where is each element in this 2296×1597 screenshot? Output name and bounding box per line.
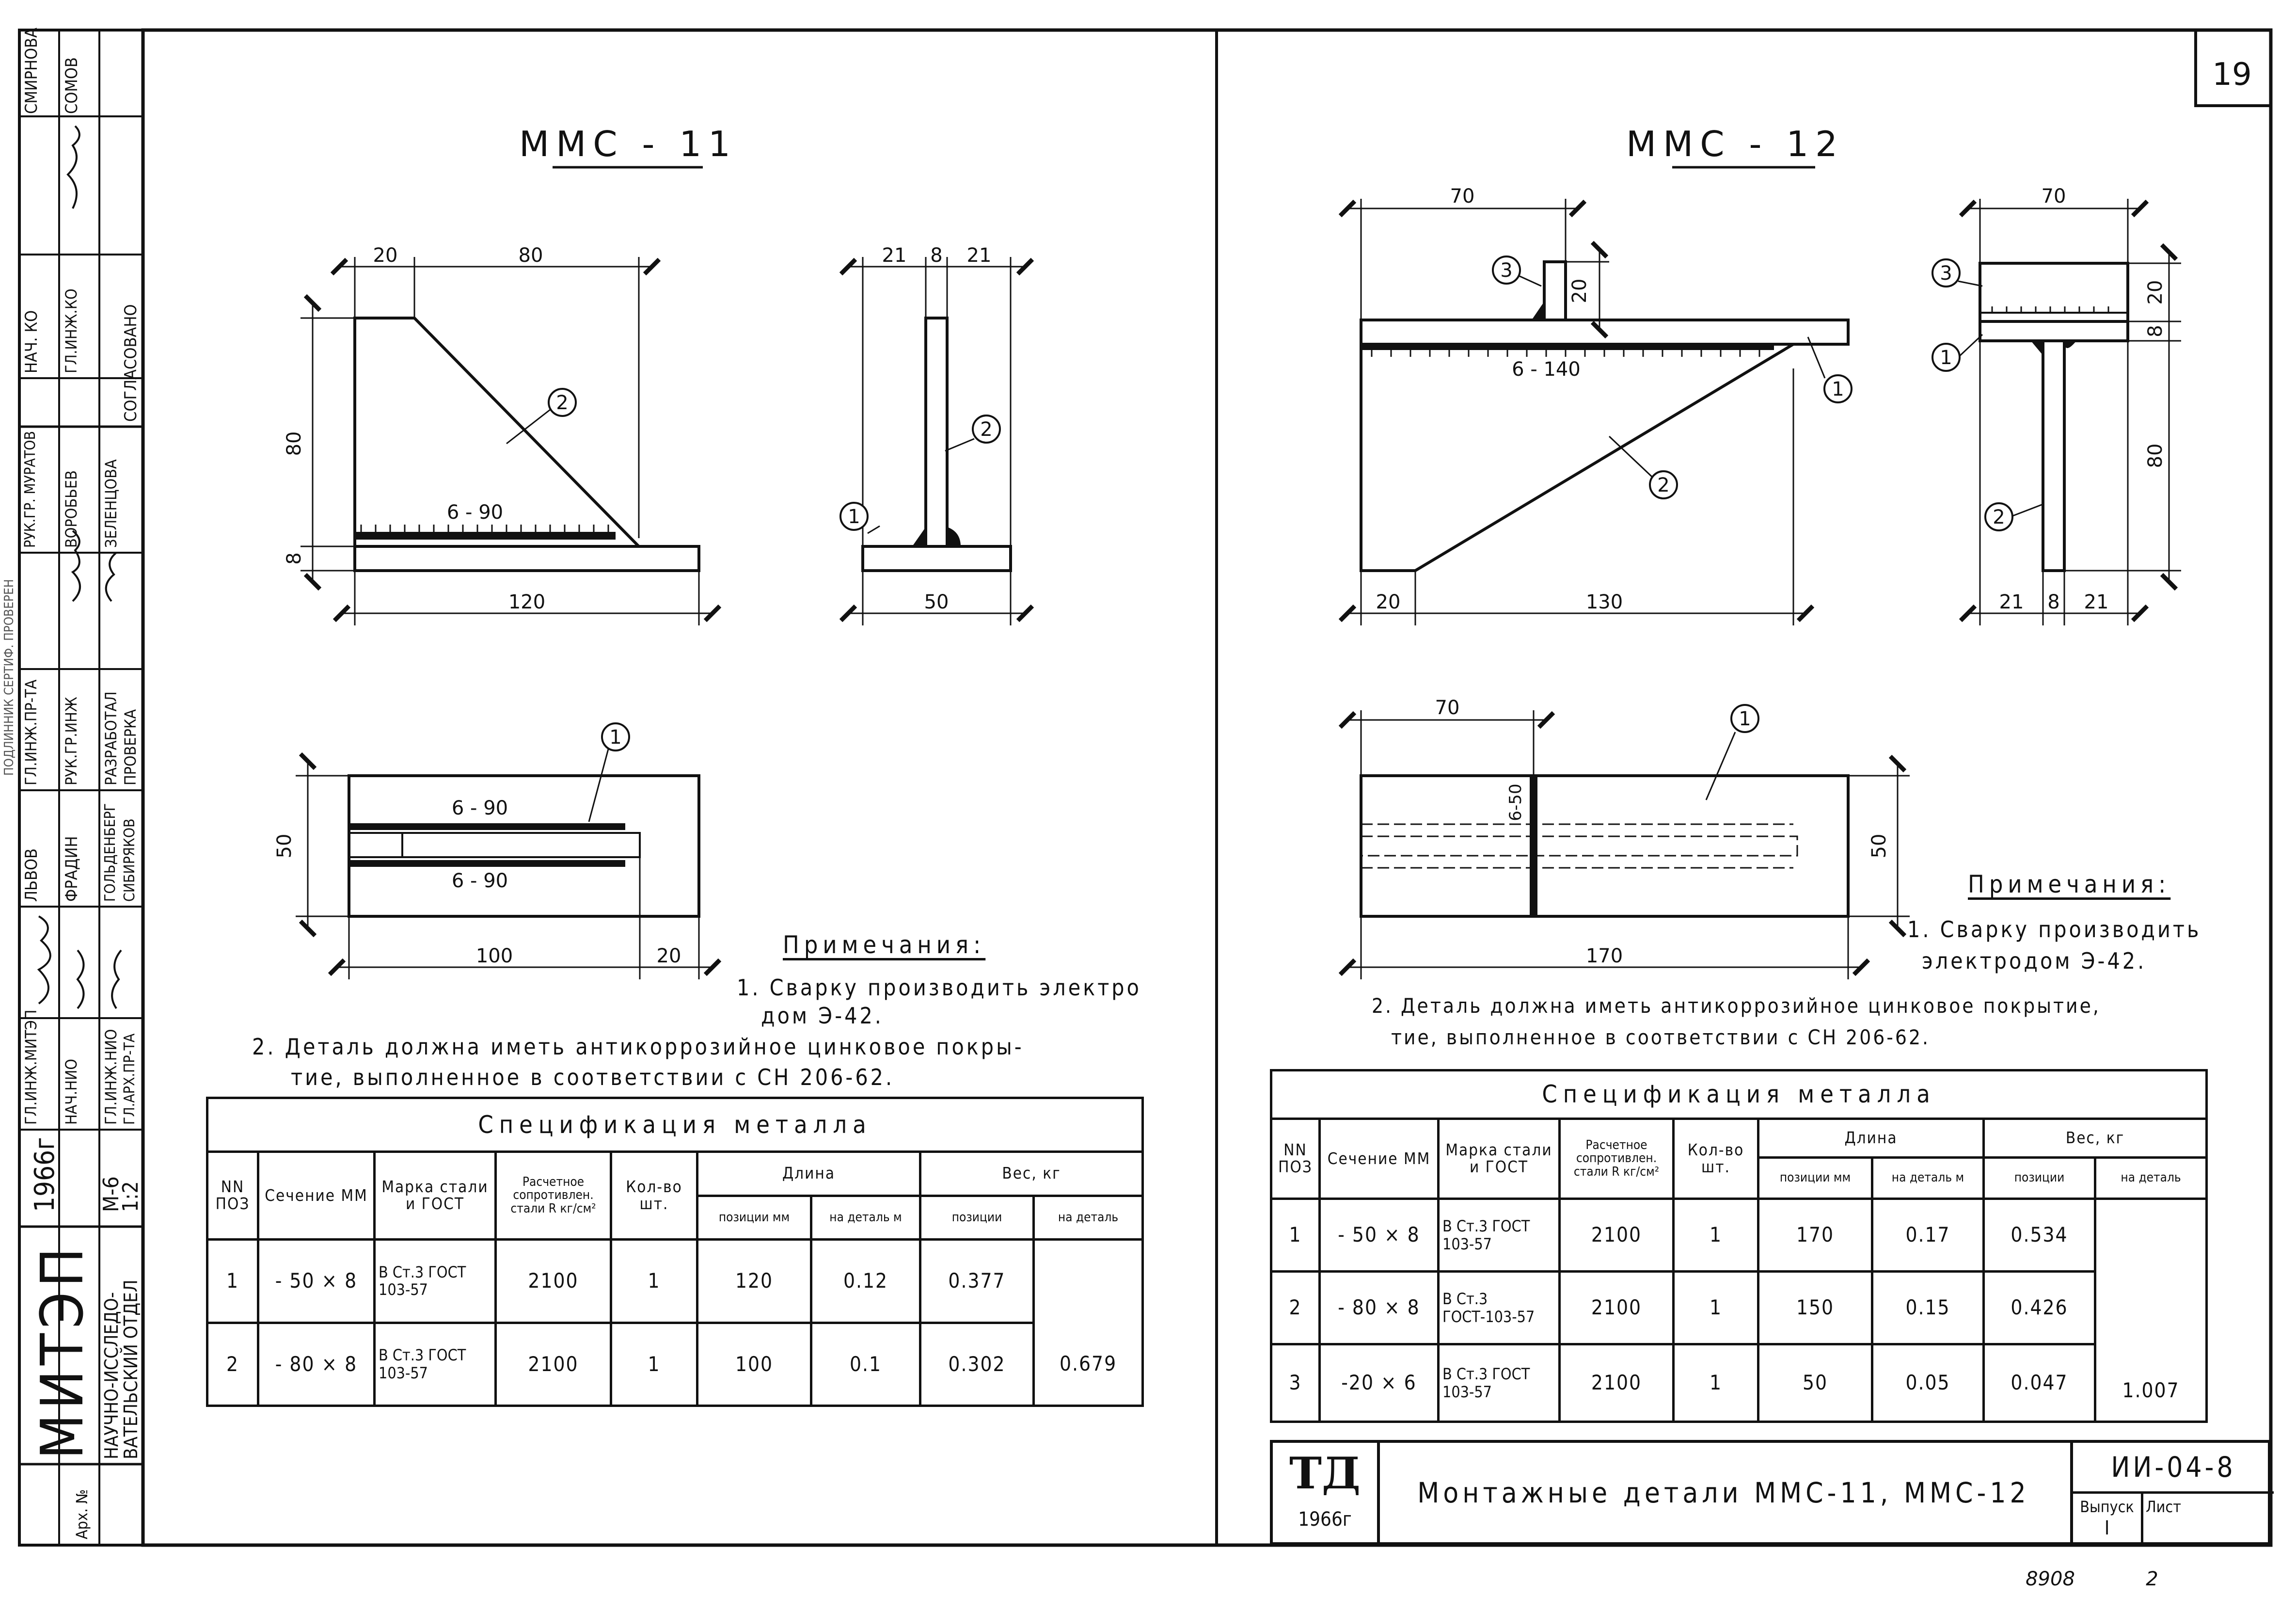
drawing-code: ИИ-04-8 <box>2073 1443 2274 1494</box>
dim-text: 50 <box>924 591 949 613</box>
col-qty: Кол-во шт. <box>611 1151 697 1239</box>
cell-qty: 1 <box>611 1240 697 1323</box>
dim-text: 20 <box>2144 280 2167 305</box>
pos-marker: 2 <box>1657 474 1670 496</box>
left-note-line: тие, выполненное в соответствии с СН 206-62. <box>291 1064 895 1090</box>
cell-w-total: 0.679 <box>1034 1240 1143 1406</box>
col-w-det: на деталь <box>2095 1158 2207 1199</box>
dim-text: 70 <box>1450 185 1475 208</box>
pos-marker: 2 <box>1993 506 2005 528</box>
dim-text: 80 <box>2144 443 2167 468</box>
top-name: СМИРНОВА <box>22 27 41 114</box>
mmc12-title: ММС - 12 <box>1626 124 1844 164</box>
col-nn: NN ПОЗ <box>207 1151 258 1239</box>
pos-marker: 1 <box>609 726 622 749</box>
cell-w-pos: 0.302 <box>920 1323 1034 1405</box>
cell-section: - 50 × 8 <box>258 1240 375 1323</box>
code-cell <box>2070 1443 2274 1542</box>
weld-text: 6 - 90 <box>451 870 508 892</box>
cell-len-pos: 170 <box>1758 1199 1872 1272</box>
cell-nn: 1 <box>1271 1199 1320 1272</box>
top-name: СОМОВ <box>62 57 81 114</box>
cell-len-det: 0.17 <box>1872 1199 1984 1272</box>
weld-text: 6 - 140 <box>1512 358 1581 381</box>
cell-resist: 2100 <box>1560 1344 1674 1422</box>
col-length: Длина <box>1758 1119 1984 1158</box>
cell-nn: 3 <box>1271 1344 1320 1422</box>
pos-marker: 1 <box>1940 347 1952 369</box>
weld-text: 6-50 <box>1506 783 1525 821</box>
dim-text: 8 <box>2144 325 2167 337</box>
table-row <box>207 1240 1143 1323</box>
spec-caption: Спецификация металла <box>1271 1070 2207 1119</box>
cell-len-pos: 120 <box>697 1240 811 1323</box>
dim-text: 20 <box>373 244 398 267</box>
dim-text: 100 <box>475 945 513 967</box>
cell-section: - 80 × 8 <box>1320 1272 1439 1344</box>
org-short: МИТЭП <box>29 1243 96 1459</box>
footer-code: 8908 <box>2026 1568 2075 1590</box>
col-len-det: на деталь м <box>811 1196 920 1240</box>
cell-nn: 2 <box>207 1323 258 1405</box>
pos-marker: 2 <box>980 418 993 441</box>
dim-text: 21 <box>1999 591 2024 613</box>
sheet-label: Лист <box>2146 1498 2181 1516</box>
col-resist: Расчетное сопротивлен. стали R кг/см² <box>1560 1119 1674 1199</box>
dim-text: 20 <box>1376 591 1401 613</box>
weld-text: 6 - 90 <box>446 501 504 524</box>
cell-section: - 50 × 8 <box>1320 1199 1439 1272</box>
agreed-role: РУК.ГР. МУРАТОВ <box>22 431 39 548</box>
right-notes-heading: Примечания: <box>1968 870 2171 898</box>
col-w-det: на деталь <box>1034 1196 1143 1240</box>
dim-text: 8 <box>283 552 305 565</box>
cell-grade: В Ст.3 ГОСТ 103-57 <box>375 1240 496 1323</box>
col-grade: Марка стали и ГОСТ <box>1439 1119 1560 1199</box>
pos-marker: 3 <box>1940 262 1952 285</box>
cell-w-pos: 0.534 <box>1984 1199 2095 1272</box>
left-note-line: 1. Сварку производить электро <box>737 974 1141 1001</box>
mmc11-front-view <box>301 257 713 625</box>
dim-text: 170 <box>1585 945 1623 967</box>
name-label: ГОЛЬДЕНБЕРГ <box>102 803 119 902</box>
pos-marker: 2 <box>556 392 569 414</box>
dim-text: 21 <box>882 244 907 267</box>
sheet-number: 19 <box>2212 57 2252 93</box>
cell-qty: 1 <box>611 1323 697 1405</box>
table-row <box>207 1323 1143 1405</box>
col-len-det: на деталь м <box>1872 1158 1984 1199</box>
cell-nn: 1 <box>207 1240 258 1323</box>
col-w-pos: позиции <box>1984 1158 2095 1199</box>
col-grade: Марка стали и ГОСТ <box>375 1151 496 1239</box>
role-label: ГЛ.АРХ.ПР-ТА <box>121 1033 138 1125</box>
cell-len-pos: 50 <box>1758 1344 1872 1422</box>
col-resist: Расчетное сопротивлен. стали R кг/см² <box>496 1151 611 1239</box>
cell-grade: В Ст.3 ГОСТ 103-57 <box>375 1323 496 1405</box>
right-note-line: 1. Сварку производить <box>1907 916 2201 942</box>
pos-marker: 1 <box>848 506 860 528</box>
role-label: РУК.ГР.ИНЖ <box>62 697 80 785</box>
issue-cell <box>2073 1494 2143 1542</box>
cell-resist: 2100 <box>1560 1272 1674 1344</box>
cell-len-pos: 100 <box>697 1323 811 1405</box>
drawing-name: Монтажные детали ММС-11, ММС-12 <box>1417 1476 2030 1509</box>
title-block <box>1270 1440 2271 1545</box>
left-note-line: дом Э-42. <box>761 1003 884 1029</box>
td-year: 1966г <box>1298 1508 1352 1531</box>
left-note-line: 2. Деталь должна иметь антикоррозийное цинковое покры- <box>252 1034 1024 1060</box>
mmc12-plan-view <box>1347 705 1910 979</box>
cell-len-pos: 150 <box>1758 1272 1872 1344</box>
name-label: СИБИРЯКОВ <box>121 818 138 902</box>
stamp-year: 1966г <box>29 1137 61 1212</box>
agreed-label: СОГЛАСОВАНО <box>121 304 141 422</box>
col-nn: NN ПОЗ <box>1271 1119 1320 1199</box>
cell-section: -20 × 6 <box>1320 1344 1439 1422</box>
cell-len-det: 0.1 <box>811 1323 920 1405</box>
mmc12-side-view <box>1932 199 2181 625</box>
cell-section: - 80 × 8 <box>258 1323 375 1405</box>
agreed-role: ЗЕЛЕНЦОВА <box>102 459 120 548</box>
col-length: Длина <box>697 1151 920 1196</box>
issue-number: I <box>2104 1517 2110 1539</box>
col-qty: Кол-во шт. <box>1674 1119 1758 1199</box>
cell-resist: 2100 <box>496 1240 611 1323</box>
col-weight: Вес, кг <box>1984 1119 2207 1158</box>
right-spec-table <box>1270 1069 2208 1423</box>
role-label: ПРОВЕРКА <box>121 709 140 785</box>
mmc12-front-view <box>1347 199 1852 625</box>
dim-text: 70 <box>1435 697 1460 719</box>
pos-marker: 1 <box>1739 708 1751 730</box>
right-note-line: электродом Э-42. <box>1922 948 2147 974</box>
dim-text: 80 <box>518 244 543 267</box>
cell-grade: В Ст.3 ГОСТ 103-57 <box>1439 1344 1560 1422</box>
dim-text: 21 <box>2084 591 2109 613</box>
top-role: НАЧ. КО <box>22 310 41 373</box>
right-note-line: 2. Деталь должна иметь антикоррозийное цинковое покрытие, <box>1372 994 2101 1018</box>
left-spec-table <box>206 1097 1144 1407</box>
dim-text: 21 <box>966 244 992 267</box>
cell-w-pos: 0.426 <box>1984 1272 2095 1344</box>
dim-text: 20 <box>656 945 681 967</box>
left-notes-heading: Примечания: <box>783 931 986 959</box>
dim-text: 120 <box>508 591 546 613</box>
dim-text: 80 <box>283 431 305 456</box>
cut-note: ПОДЛИННИК СЕРТИФ. ПРОВЕРЕН <box>2 579 16 776</box>
dim-text: 130 <box>1585 591 1623 613</box>
dim-text: 70 <box>2041 185 2066 208</box>
dim-text: 50 <box>273 833 296 859</box>
pos-marker: 1 <box>1832 378 1844 400</box>
cell-resist: 2100 <box>1560 1199 1674 1272</box>
top-role: ГЛ.ИНЖ.КО <box>62 288 80 373</box>
table-row <box>1271 1272 2207 1344</box>
cell-grade: В Ст.3 ГОСТ-103-57 <box>1439 1272 1560 1344</box>
footer-number: 2 <box>2146 1568 2158 1590</box>
dim-text: 8 <box>2047 591 2060 613</box>
dim-text: 50 <box>1868 833 1890 859</box>
name-label: ЛЬВОВ <box>22 848 41 902</box>
mmc11-plan-view <box>296 723 713 979</box>
cell-w-pos: 0.047 <box>1984 1344 2095 1422</box>
role-label: ГЛ.ИНЖ.МИТЭП <box>22 1009 40 1125</box>
col-section: Сечение ММ <box>258 1151 375 1239</box>
cell-len-det: 0.15 <box>1872 1272 1984 1344</box>
td-cell <box>1273 1443 1380 1542</box>
role-label: РАЗРАБОТАЛ <box>102 691 120 785</box>
spec-caption: Спецификация металла <box>207 1098 1143 1152</box>
col-len-pos: позиции мм <box>1758 1158 1872 1199</box>
stamp-scale: М-6 1:2 <box>99 1176 143 1212</box>
role-label: ГЛ.ИНЖ.НИО <box>102 1029 120 1125</box>
dim-text: 20 <box>1568 278 1591 303</box>
cell-grade: В Ст.3 ГОСТ 103-57 <box>1439 1199 1560 1272</box>
cell-qty: 1 <box>1674 1272 1758 1344</box>
cell-len-det: 0.12 <box>811 1240 920 1323</box>
td-mark: ТД <box>1289 1448 1361 1499</box>
weld-text: 6 - 90 <box>451 797 508 819</box>
col-weight: Вес, кг <box>920 1151 1143 1196</box>
table-row <box>1271 1344 2207 1422</box>
name-label: ФРАДИН <box>62 836 81 902</box>
mmc11-side-view <box>840 257 1025 625</box>
right-note-line: тие, выполненное в соответствии с СН 206-62. <box>1391 1025 1930 1049</box>
table-row <box>1271 1199 2207 1272</box>
col-section: Сечение ММ <box>1320 1119 1439 1199</box>
col-w-pos: позиции <box>920 1196 1034 1240</box>
mmc11-title: ММС - 11 <box>519 124 737 164</box>
archive-label: Арх. № <box>73 1489 91 1539</box>
dim-text: 8 <box>930 244 943 267</box>
org-full: НАУЧНО-ИССЛЕДО- ВАТЕЛЬСКИЙ ОТДЕЛ <box>101 1279 142 1459</box>
issue-label: Выпуск <box>2080 1498 2134 1516</box>
agreed-role: ВОРОБЬЕВ <box>62 470 80 548</box>
cell-qty: 1 <box>1674 1199 1758 1272</box>
cell-w-total: 1.007 <box>2095 1199 2207 1422</box>
pos-marker: 3 <box>1500 259 1513 282</box>
cell-w-pos: 0.377 <box>920 1240 1034 1323</box>
col-len-pos: позиции мм <box>697 1196 811 1240</box>
cell-qty: 1 <box>1674 1344 1758 1422</box>
role-label: ГЛ.ИНЖ.ПР-ТА <box>22 679 40 785</box>
cell-resist: 2100 <box>496 1323 611 1405</box>
cell-len-det: 0.05 <box>1872 1344 1984 1422</box>
cell-nn: 2 <box>1271 1272 1320 1344</box>
role-label: НАЧ.НИО <box>62 1058 80 1125</box>
